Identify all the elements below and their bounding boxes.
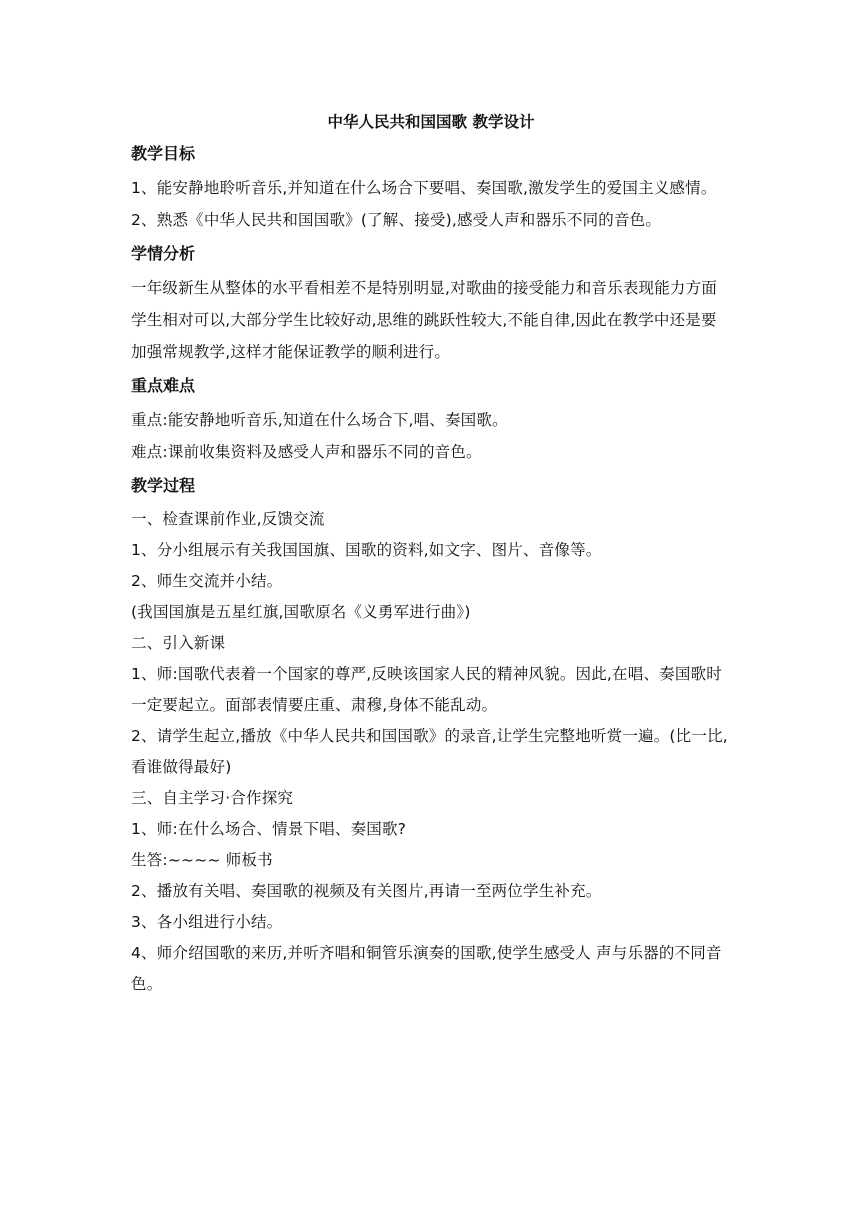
section-heading-process: 教学过程	[131, 476, 196, 495]
process-item: 三、自主学习·合作探究	[131, 789, 294, 807]
process-list	[131, 504, 731, 1000]
goal-item: 2、熟悉《中华人民共和国国歌》(了解、接受),感受人声和器乐不同的音色。	[131, 211, 662, 229]
process-item: (我国国旗是五星红旗,国歌原名《义勇军进行曲》)	[131, 603, 471, 621]
process-item: 二、引入新课	[131, 634, 226, 652]
keypoint-item: 难点:课前收集资料及感受人声和器乐不同的音色。	[131, 443, 482, 461]
process-item: 1、分小组展示有关我国国旗、国歌的资料,如文字、图片、音像等。	[131, 541, 602, 559]
goal-item: 1、能安静地聆听音乐,并知道在什么场合下要唱、奏国歌,激发学生的爱国主义感情。	[131, 179, 717, 197]
keypoints-list	[131, 404, 731, 468]
process-item: 1、师:在什么场合、情景下唱、奏国歌?	[131, 820, 407, 838]
document-title: 中华人民共和国国歌 教学设计	[327, 113, 535, 131]
keypoint-item: 重点:能安静地听音乐,知道在什么场合下,唱、奏国歌。	[131, 411, 508, 429]
process-item: 2、请学生起立,播放《中华人民共和国国歌》的录音,让学生完整地听赏一遍。(比一比,看谁做得最好)	[131, 727, 728, 776]
process-item: 2、播放有关唱、奏国歌的视频及有关图片,再请一至两位学生补充。	[131, 882, 602, 900]
section-heading-analysis: 学情分析	[131, 244, 196, 263]
process-item: 2、师生交流并小结。	[131, 572, 283, 590]
process-item: 1、师:国歌代表着一个国家的尊严,反映该国家人民的精神风貌。因此,在唱、奏国歌时一定要起立。面部表情要庄重、肃穆,身体不能乱动。	[131, 665, 722, 714]
process-item: 一、检查课前作业,反馈交流	[131, 510, 325, 528]
analysis-block	[131, 272, 731, 368]
goals-list	[131, 172, 731, 236]
analysis-paragraph: 一年级新生从整体的水平看相差不是特别明显,对歌曲的接受能力和音乐表现能力方面学生相对可以,大部分学生比较好动,思维的跳跃性较大,不能自律,因此在教学中还是要加强常规教学,这样才能保证教学的顺利进行。	[131, 279, 718, 361]
process-item: 4、师介绍国歌的来历,并听齐唱和铜管乐演奏的国歌,使学生感受人 声与乐器的不同音色。	[131, 944, 722, 993]
document-content	[131, 108, 731, 1002]
process-item: 3、各小组进行小结。	[131, 913, 283, 931]
process-item: 生答:~~~~ 师板书	[131, 851, 273, 869]
section-heading-goals: 教学目标	[131, 144, 196, 163]
section-heading-keypoints: 重点难点	[131, 376, 196, 395]
